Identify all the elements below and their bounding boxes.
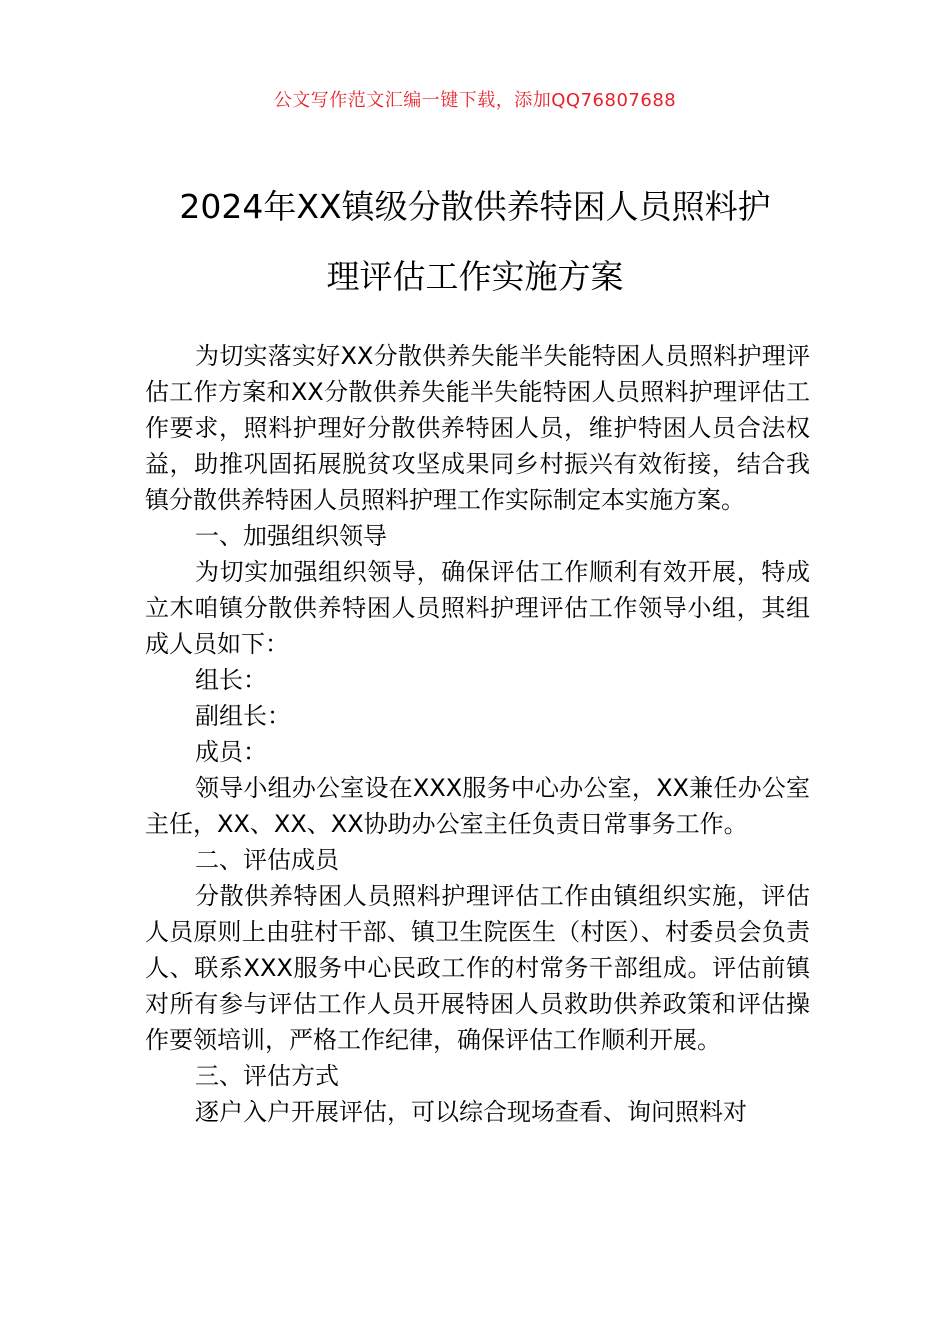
document-body (145, 338, 810, 1130)
intro-paragraph: 为切实落实好XX分散供养失能半失能特困人员照料护理评估工作方案和XX分散供养失能半失能特困人员照料护理评估工作要求，照料护理好分散供养特困人员，维护特困人员合法权益，助推巩固拓展脱贫攻坚成果同乡村振兴有效衔接，结合我镇分散供养特困人员照料护理工作实际制定本实施方案。 (145, 342, 810, 514)
office-paragraph: 领导小组办公室设在XXX服务中心办公室，XX兼任办公室主任，XX、XX、XX协助办公室主任负责日常事务工作。 (145, 774, 810, 838)
title-line-1: 2024年XX镇级分散供养特困人员照料护 (179, 187, 771, 226)
document-title (120, 172, 830, 312)
section-1-heading: 一、加强组织领导 (195, 522, 387, 550)
section-2-paragraph: 分散供养特困人员照料护理评估工作由镇组织实施，评估人员原则上由驻村干部、镇卫生院医生（村医）、村委员会负责人、联系XXX服务中心民政工作的村常务干部组成。评估前镇对所有参与评估工作人员开展特困人员救助供养政策和评估操作要领培训，严格工作纪律，确保评估工作顺利开展。 (145, 882, 810, 1054)
section-2-heading: 二、评估成员 (195, 846, 339, 874)
section-1-paragraph: 为切实加强组织领导，确保评估工作顺利有效开展，特成立木咱镇分散供养特困人员照料护理评估工作领导小组，其组成人员如下： (145, 558, 810, 658)
header-note: 公文写作范文汇编一键下载，添加QQ76807688 (273, 90, 677, 111)
section-3-paragraph: 逐户入户开展评估，可以综合现场查看、询问照料对 (195, 1098, 747, 1126)
leader-line: 组长： (195, 666, 267, 694)
section-3-heading: 三、评估方式 (195, 1062, 339, 1090)
members-line: 成员： (195, 738, 267, 766)
deputy-leader-line: 副组长： (195, 702, 291, 730)
title-line-2: 理评估工作实施方案 (326, 257, 624, 296)
